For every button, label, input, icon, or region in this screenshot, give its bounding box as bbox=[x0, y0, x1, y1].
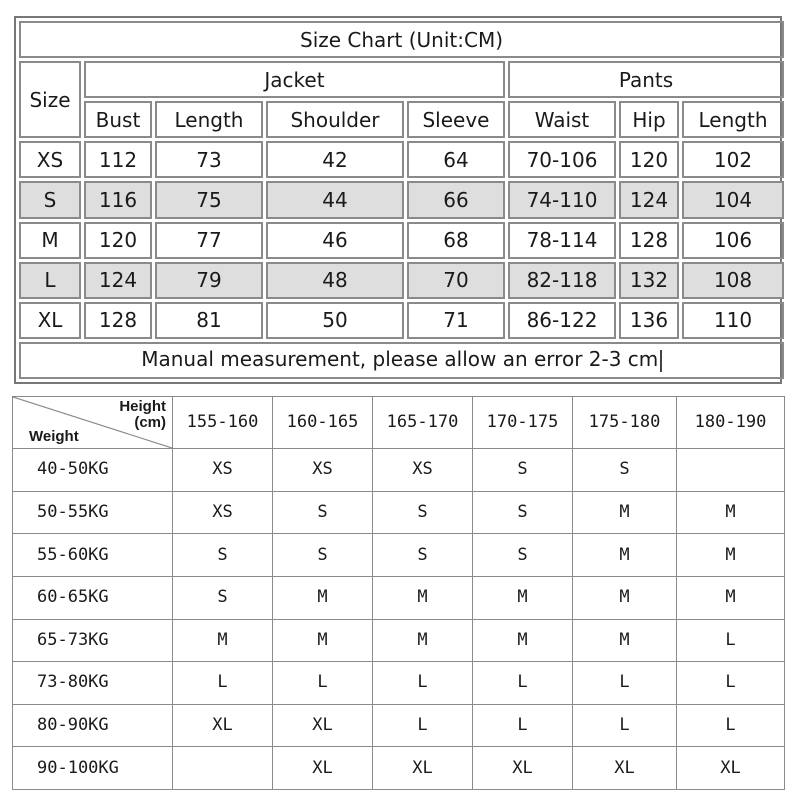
table-row bbox=[13, 449, 785, 492]
value-cell: 136 bbox=[619, 302, 679, 339]
size-recommendation-cell: M bbox=[573, 491, 677, 534]
size-recommendation-cell: L bbox=[573, 704, 677, 747]
height-range-header: 180-190 bbox=[677, 397, 785, 449]
height-range-header: 155-160 bbox=[173, 397, 273, 449]
column-header-waist: Waist bbox=[508, 101, 616, 138]
size-recommendation-cell: XL bbox=[173, 704, 273, 747]
size-recommendation-cell: XS bbox=[173, 491, 273, 534]
size-cell: XS bbox=[19, 141, 81, 178]
size-recommendation-cell: XS bbox=[173, 449, 273, 492]
weight-height-chart bbox=[12, 396, 784, 790]
corner-header bbox=[13, 397, 173, 449]
size-recommendation-cell: M bbox=[273, 619, 373, 662]
size-chart-table bbox=[16, 18, 787, 382]
size-recommendation-cell: XL bbox=[677, 747, 785, 790]
size-recommendation-cell: XL bbox=[373, 747, 473, 790]
size-recommendation-cell: S bbox=[273, 491, 373, 534]
height-unit: (cm) bbox=[134, 413, 166, 431]
size-recommendation-cell bbox=[677, 449, 785, 492]
weight-height-table bbox=[12, 396, 785, 790]
size-chart bbox=[14, 16, 782, 384]
weight-range-cell: 50-55KG bbox=[13, 491, 173, 534]
size-cell: M bbox=[19, 222, 81, 259]
value-cell: 110 bbox=[682, 302, 784, 339]
weight-range-cell: 73-80KG bbox=[13, 662, 173, 705]
size-recommendation-cell: M bbox=[373, 576, 473, 619]
value-cell: 71 bbox=[407, 302, 505, 339]
size-recommendation-cell: L bbox=[677, 619, 785, 662]
value-cell: 74-110 bbox=[508, 181, 616, 218]
value-cell: 75 bbox=[155, 181, 263, 218]
weight-range-cell: 40-50KG bbox=[13, 449, 173, 492]
size-recommendation-cell: S bbox=[273, 534, 373, 577]
value-cell: 77 bbox=[155, 222, 263, 259]
size-cell: S bbox=[19, 181, 81, 218]
size-recommendation-cell: M bbox=[273, 576, 373, 619]
column-header-pants-length: Length bbox=[682, 101, 784, 138]
height-range-header: 170-175 bbox=[473, 397, 573, 449]
size-recommendation-cell: XL bbox=[273, 704, 373, 747]
size-recommendation-cell: XS bbox=[373, 449, 473, 492]
size-recommendation-cell: L bbox=[173, 662, 273, 705]
table-row bbox=[13, 491, 785, 534]
size-recommendation-cell: S bbox=[573, 449, 677, 492]
size-recommendation-cell: M bbox=[677, 491, 785, 534]
size-recommendation-cell: S bbox=[473, 491, 573, 534]
text-cursor bbox=[660, 350, 662, 372]
value-cell: 68 bbox=[407, 222, 505, 259]
height-range-header: 175-180 bbox=[573, 397, 677, 449]
size-recommendation-cell: L bbox=[677, 662, 785, 705]
height-range-header: 160-165 bbox=[273, 397, 373, 449]
jacket-group-header: Jacket bbox=[84, 61, 505, 98]
height-axis-label bbox=[119, 399, 166, 431]
weight-range-cell: 55-60KG bbox=[13, 534, 173, 577]
value-cell: 82-118 bbox=[508, 262, 616, 299]
height-label: Height bbox=[119, 398, 166, 415]
value-cell: 86-122 bbox=[508, 302, 616, 339]
table-row bbox=[19, 262, 784, 299]
value-cell: 120 bbox=[84, 222, 152, 259]
size-chart-title: Size Chart (Unit:CM) bbox=[19, 21, 784, 58]
weight-range-cell: 80-90KG bbox=[13, 704, 173, 747]
value-cell: 50 bbox=[266, 302, 404, 339]
size-recommendation-cell: L bbox=[373, 704, 473, 747]
value-cell: 106 bbox=[682, 222, 784, 259]
value-cell: 104 bbox=[682, 181, 784, 218]
size-cell: L bbox=[19, 262, 81, 299]
measurement-note bbox=[19, 342, 784, 379]
height-range-header: 165-170 bbox=[373, 397, 473, 449]
value-cell: 132 bbox=[619, 262, 679, 299]
size-recommendation-cell: M bbox=[573, 534, 677, 577]
value-cell: 120 bbox=[619, 141, 679, 178]
size-recommendation-cell: M bbox=[373, 619, 473, 662]
value-cell: 124 bbox=[84, 262, 152, 299]
size-recommendation-cell: M bbox=[173, 619, 273, 662]
size-recommendation-cell: M bbox=[473, 576, 573, 619]
size-recommendation-cell: L bbox=[677, 704, 785, 747]
size-recommendation-cell: L bbox=[473, 704, 573, 747]
size-recommendation-cell: M bbox=[677, 576, 785, 619]
size-recommendation-cell: XL bbox=[273, 747, 373, 790]
value-cell: 81 bbox=[155, 302, 263, 339]
column-header-sleeve: Sleeve bbox=[407, 101, 505, 138]
size-recommendation-cell: M bbox=[573, 576, 677, 619]
size-recommendation-cell: M bbox=[473, 619, 573, 662]
value-cell: 46 bbox=[266, 222, 404, 259]
table-row bbox=[13, 576, 785, 619]
weight-label: Weight bbox=[29, 428, 79, 445]
size-column-header: Size bbox=[19, 61, 81, 138]
column-header-bust: Bust bbox=[84, 101, 152, 138]
value-cell: 73 bbox=[155, 141, 263, 178]
size-cell: XL bbox=[19, 302, 81, 339]
value-cell: 112 bbox=[84, 141, 152, 178]
weight-range-cell: 65-73KG bbox=[13, 619, 173, 662]
table-row bbox=[13, 662, 785, 705]
weight-range-cell: 60-65KG bbox=[13, 576, 173, 619]
value-cell: 66 bbox=[407, 181, 505, 218]
size-recommendation-cell: S bbox=[373, 534, 473, 577]
table-row bbox=[13, 534, 785, 577]
size-recommendation-cell bbox=[173, 747, 273, 790]
value-cell: 108 bbox=[682, 262, 784, 299]
size-recommendation-cell: M bbox=[677, 534, 785, 577]
size-recommendation-cell: L bbox=[373, 662, 473, 705]
pants-group-header: Pants bbox=[508, 61, 784, 98]
value-cell: 64 bbox=[407, 141, 505, 178]
table-row bbox=[19, 181, 784, 218]
value-cell: 124 bbox=[619, 181, 679, 218]
value-cell: 48 bbox=[266, 262, 404, 299]
table-row bbox=[13, 619, 785, 662]
size-recommendation-cell: S bbox=[473, 534, 573, 577]
table-row bbox=[19, 141, 784, 178]
size-recommendation-cell: S bbox=[173, 534, 273, 577]
value-cell: 42 bbox=[266, 141, 404, 178]
size-recommendation-cell: S bbox=[473, 449, 573, 492]
value-cell: 79 bbox=[155, 262, 263, 299]
column-header-shoulder: Shoulder bbox=[266, 101, 404, 138]
table-row bbox=[19, 222, 784, 259]
size-recommendation-cell: XL bbox=[573, 747, 677, 790]
size-recommendation-cell: L bbox=[473, 662, 573, 705]
value-cell: 70 bbox=[407, 262, 505, 299]
size-recommendation-cell: S bbox=[173, 576, 273, 619]
size-recommendation-cell: M bbox=[573, 619, 677, 662]
value-cell: 128 bbox=[84, 302, 152, 339]
value-cell: 44 bbox=[266, 181, 404, 218]
value-cell: 102 bbox=[682, 141, 784, 178]
table-row bbox=[13, 747, 785, 790]
size-recommendation-cell: XS bbox=[273, 449, 373, 492]
value-cell: 116 bbox=[84, 181, 152, 218]
size-recommendation-cell: S bbox=[373, 491, 473, 534]
size-recommendation-cell: L bbox=[573, 662, 677, 705]
table-row bbox=[19, 302, 784, 339]
column-header-jacket-length: Length bbox=[155, 101, 263, 138]
size-recommendation-cell: XL bbox=[473, 747, 573, 790]
column-header-hip: Hip bbox=[619, 101, 679, 138]
value-cell: 128 bbox=[619, 222, 679, 259]
measurement-note-text: Manual measurement, please allow an error 2-3 cm bbox=[141, 347, 659, 372]
height-header-row bbox=[13, 397, 785, 449]
size-recommendation-cell: L bbox=[273, 662, 373, 705]
value-cell: 78-114 bbox=[508, 222, 616, 259]
value-cell: 70-106 bbox=[508, 141, 616, 178]
table-row bbox=[13, 704, 785, 747]
weight-range-cell: 90-100KG bbox=[13, 747, 173, 790]
